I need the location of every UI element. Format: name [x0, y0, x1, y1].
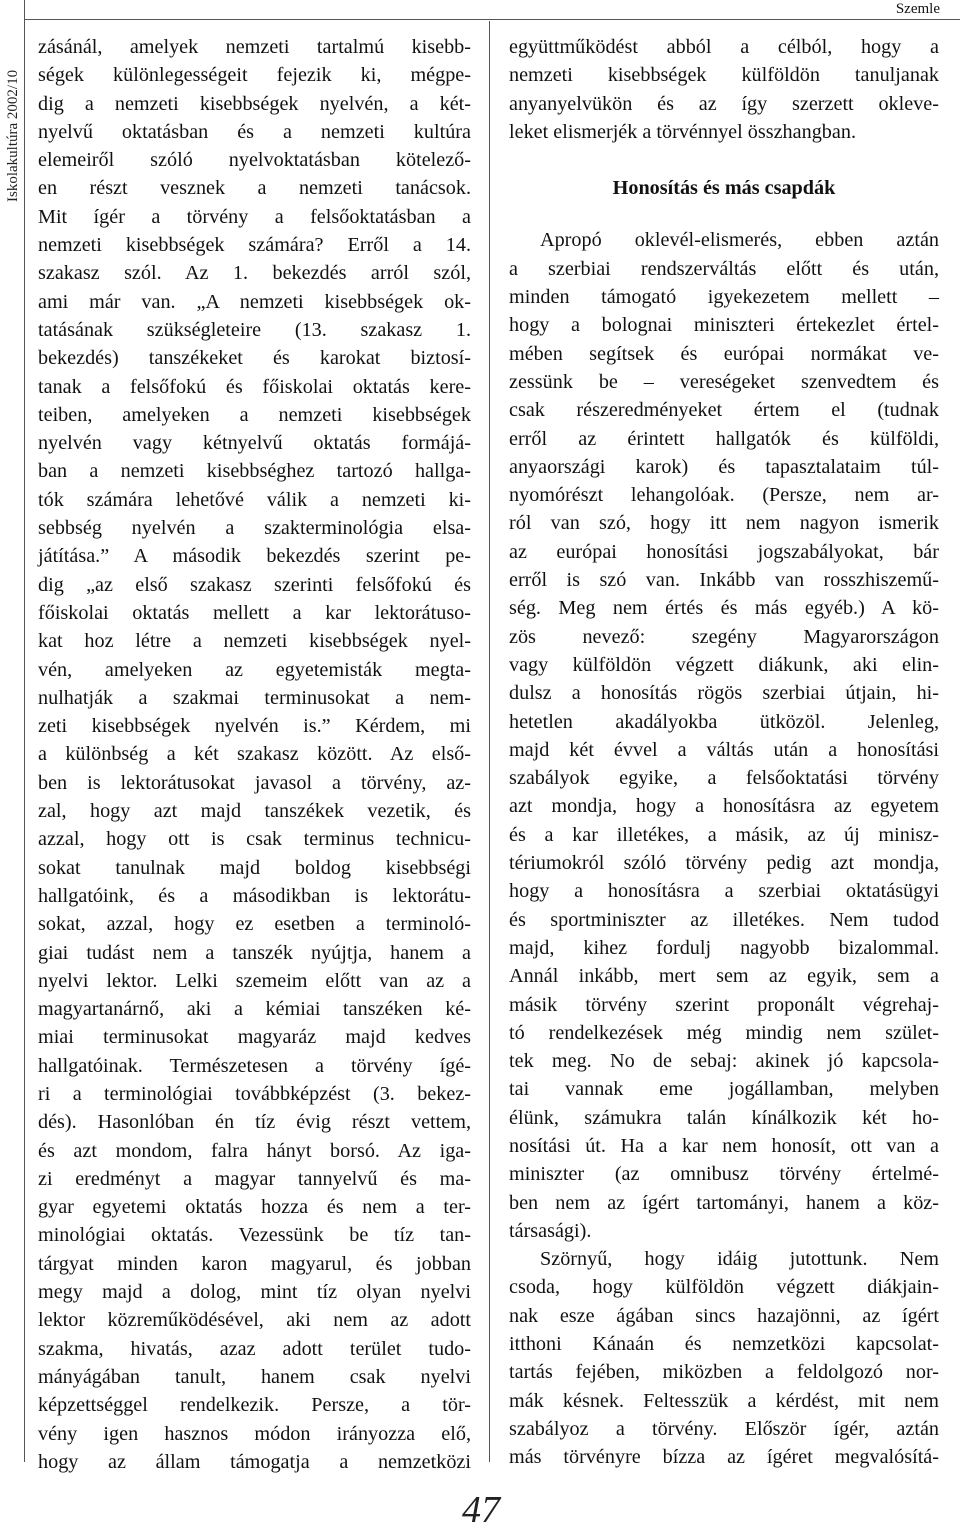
- text-line: ség. Meg nem értés és más egyéb.) A kö-: [509, 597, 939, 620]
- text-line: elemeiről szóló nyelvoktatásban kötelező-: [38, 149, 471, 172]
- text-line: zi eredményt a magyar tannyelvű és ma-: [38, 1167, 471, 1190]
- text-line: ri a terminológiai továbbképzést (3. bekez-: [38, 1082, 471, 1105]
- text-line: majd két évvel a váltás után a honosítási: [509, 738, 939, 761]
- text-line: ben nem az ígért tartományi, hanem a köz-: [509, 1191, 939, 1214]
- text-line: miniszter (az omnibusz törvény értelmé-: [509, 1163, 939, 1186]
- text-line: tai vannak eme jogállamban, melyben: [509, 1078, 939, 1101]
- section-label: Szemle: [895, 1, 940, 17]
- text-line: leket elismerjék a törvénnyel összhangban.: [509, 120, 856, 143]
- text-line: és azt mondom, falra hányt borsó. Az iga-: [38, 1139, 471, 1162]
- text-line: ben is lektorátusokat javasol a törvény, az-: [38, 771, 471, 794]
- text-line: zös nevező: szegény Magyarországon: [509, 625, 939, 648]
- text-line: más törvényre bízza az ígéret megvalósítá-: [509, 1446, 939, 1469]
- text-line: és a kar illetékes, a másik, az új minisz-: [509, 823, 939, 846]
- text-line: nak esze ágában sincs hazajönni, az ígért: [509, 1304, 939, 1327]
- text-line: mányágában tanult, hanem csak nyelvi: [38, 1365, 471, 1388]
- text-line: sebbség nyelvén a szakterminológia elsa-: [38, 517, 471, 540]
- paragraph-intro: [509, 33, 939, 146]
- text-line: minológiai oktatás. Vezessünk be tíz tan-: [38, 1224, 471, 1247]
- journal-side-label: Iskolakultúra 2002/10: [5, 69, 21, 202]
- text-line: Annál inkább, mert sem az egyik, sem a: [509, 965, 939, 988]
- text-line: zásánál, amelyek nemzeti tartalmú kisebb-: [38, 36, 471, 58]
- text-line: nyomórészt lehangolóak. (Persze, nem ar-: [509, 484, 939, 507]
- text-line: mák késnek. Feltesszük a kérdést, mit nem: [509, 1389, 939, 1412]
- text-line: a szerbiai rendszerváltás előtt és után,: [509, 257, 939, 280]
- text-line: hogy a honosításra a szerbiai oktatásügyi: [509, 880, 939, 903]
- text-line: hallgatóink, és a másodikban is lektorátu-: [38, 884, 471, 907]
- text-line: ségek különlegességeit fejezik ki, mégpe-: [38, 64, 471, 87]
- text-line: erről is szó van. Inkább van rosszhiszemű-: [509, 569, 939, 592]
- text-line: hallgatóinak. Természetesen a törvény ígé-: [38, 1054, 471, 1077]
- text-line: erről az érintett hallgatók és külföldi,: [509, 427, 939, 450]
- text-line: dig „az első szakasz szerinti felsőfokú és: [38, 573, 471, 596]
- text-line: nyelvű oktatásban és a nemzeti kultúra: [38, 120, 471, 143]
- column-divider: [489, 21, 490, 1462]
- text-line: tanak a felsőfokú és főiskolai oktatás kere-: [38, 375, 471, 398]
- text-line: nosítási út. Ha a kar nem honosít, ott van a: [509, 1134, 939, 1157]
- text-line: tériumokról szóló törvény pedig azt mondja,: [509, 852, 939, 875]
- text-line: és sportminiszter az illetékes. Nem tudod: [509, 908, 939, 931]
- text-line: csoda, hogy külföldön végzett diákjain-: [509, 1276, 939, 1299]
- text-line: sokat tanulnak majd boldog kisebbségi: [38, 856, 471, 879]
- text-line: tek meg. No de sebaj: akinek jó kapcsola-: [509, 1050, 939, 1073]
- text-line: együttműködést abból a célból, hogy a: [509, 36, 939, 58]
- text-line: tatásának szükségleteire (13. szakasz 1.: [38, 318, 471, 341]
- right-column: [509, 33, 939, 1472]
- text-line: majd, kihez fordulj nagyobb bizalommal.: [509, 936, 939, 959]
- text-line: szabályoz a törvény. Először ígér, aztán: [509, 1417, 939, 1440]
- text-line: anyanyelvükön és az így szerzett okleve-: [509, 92, 939, 115]
- text-line: az európai honosítási jogszabályokat, bár: [509, 540, 939, 563]
- text-line: képzettséggel rendelkezik. Persze, a tör-: [38, 1394, 471, 1417]
- text-line: nyelvi lektor. Lelki szemeim előtt van az a: [38, 969, 471, 992]
- text-line: ami már van. „A nemzeti kisebbségek ok-: [38, 290, 471, 313]
- text-line: nemzeti kisebbségek számára? Erről a 14.: [38, 234, 471, 257]
- text-line: tartás fejében, miközben a feldolgozó nor-: [509, 1361, 939, 1384]
- text-line: csak részeredményeket értem el (tudnak: [509, 399, 939, 422]
- text-line: másik törvény szerint proponált végrehaj-: [509, 993, 939, 1016]
- page-number: 47: [462, 1489, 500, 1531]
- text-line: sokat, azzal, hogy ez esetben a terminoló-: [38, 913, 471, 936]
- text-line: tó rendelkezések még mindig nem szület-: [509, 1021, 939, 1044]
- text-line: zessünk be – vereségeket szenvedtem és: [509, 370, 939, 393]
- text-line: vagy külföldön végzett diákunk, aki elin-: [509, 653, 939, 676]
- text-line: itthoni Kánaán és nemzetközi kapcsolat-: [509, 1333, 939, 1356]
- header-rule: [24, 19, 960, 20]
- text-line: tók számára lehetővé válik a nemzeti ki-: [38, 488, 471, 511]
- text-line: zal, hogy azt majd tanszékek vezetik, és: [38, 800, 471, 823]
- text-line: dulsz a honosítás rögös szerbiai útjain, hi-: [509, 682, 939, 705]
- text-line: gyar egyetemi oktatás hozza és nem a ter-: [38, 1196, 471, 1219]
- text-line: giai tudást nem a tanszék nyújtja, hanem a: [38, 941, 471, 964]
- text-line: nemzeti kisebbségek külföldön tanuljanak: [509, 64, 939, 87]
- text-line: Apropó oklevél-elismerés, ebben aztán: [540, 229, 939, 252]
- left-column: [38, 33, 471, 1476]
- text-line: szakma, hivatás, azaz adott terület tudo-: [38, 1337, 471, 1360]
- text-line: élünk, számukra talán kínálkozik két ho-: [509, 1106, 939, 1129]
- text-line: zeti kisebbségek nyelvén is.” Kérdem, mi: [38, 715, 471, 738]
- text-line: en részt vesznek a nemzeti tanácsok.: [38, 177, 471, 200]
- text-line: vény igen hasznos módon irányozza elő,: [38, 1422, 471, 1445]
- text-line: kat hoz létre a nemzeti kisebbségek nyel-: [38, 630, 471, 653]
- text-line: hogy az állam támogatja a nemzetközi: [38, 1450, 471, 1473]
- text-line: anyaországi karok) és tapasztalataim túl-: [509, 455, 939, 478]
- text-line: bekezdés) tanszékeket és karokat biztosí-: [38, 347, 471, 370]
- text-line: tárgyat minden karon magyarul, és jobban: [38, 1252, 471, 1275]
- text-line: magyartanárnő, aki a kémiai tanszéken ké-: [38, 998, 471, 1021]
- text-line: teiben, amelyeken a nemzeti kisebbségek: [38, 403, 471, 426]
- side-rule: [24, 0, 25, 1462]
- text-line: mében segítsek és európai normákat ve-: [509, 342, 939, 365]
- text-line: a különbség a két szakasz között. Az első-: [38, 743, 471, 766]
- text-line: miai terminusokat magyaráz majd kedves: [38, 1026, 471, 1049]
- text-line: hetetlen akadályokba ütközöl. Jelenleg,: [509, 710, 939, 733]
- text-line: azzal, hogy ott is csak terminus technicu-: [38, 828, 471, 851]
- text-line: ról van szó, hogy itt nem nagyon ismerik: [509, 512, 939, 535]
- text-line: lektor közreműködésével, aki nem az adott: [38, 1309, 471, 1332]
- text-line: azt mondja, hogy a honosításra az egyetem: [509, 795, 939, 818]
- section-heading: Honosítás és más csapdák: [612, 177, 836, 200]
- text-line: Mit ígér a törvény a felsőoktatásban a: [38, 205, 471, 228]
- text-line: játítása.” A második bekezdés szerint pe-: [38, 545, 471, 568]
- paragraph-conclusion: [509, 1245, 939, 1471]
- text-line: főiskolai oktatás mellett a kar lektorátuso-: [38, 601, 471, 624]
- paragraph-honositas: [509, 226, 939, 1245]
- text-line: dés). Hasonlóban én tíz évig részt vettem,: [38, 1111, 471, 1134]
- text-line: minden támogató igyekezetem mellett –: [509, 286, 939, 309]
- text-line: nyelvén vagy kétnyelvű oktatás formájá-: [38, 432, 471, 455]
- text-line: szakasz szól. Az 1. bekezdés arról szól,: [38, 262, 471, 285]
- text-line: Szörnyű, hogy idáig jutottunk. Nem: [540, 1248, 939, 1271]
- text-line: szabályok egyike, a felsőoktatási törvény: [509, 767, 939, 790]
- text-line: megy majd a dolog, mint tíz olyan nyelvi: [38, 1281, 471, 1304]
- text-line: vén, amelyeken az egyetemisták megta-: [38, 658, 471, 681]
- text-line: hogy a bolognai miniszteri értekezlet értel-: [509, 314, 939, 337]
- text-line: ban a nemzeti kisebbséghez tartozó hallga-: [38, 460, 471, 483]
- text-line: nulhatják a szakmai terminusokat a nem-: [38, 686, 471, 709]
- text-line: társasági).: [509, 1219, 592, 1242]
- text-line: dig a nemzeti kisebbségek nyelvén, a két-: [38, 92, 471, 115]
